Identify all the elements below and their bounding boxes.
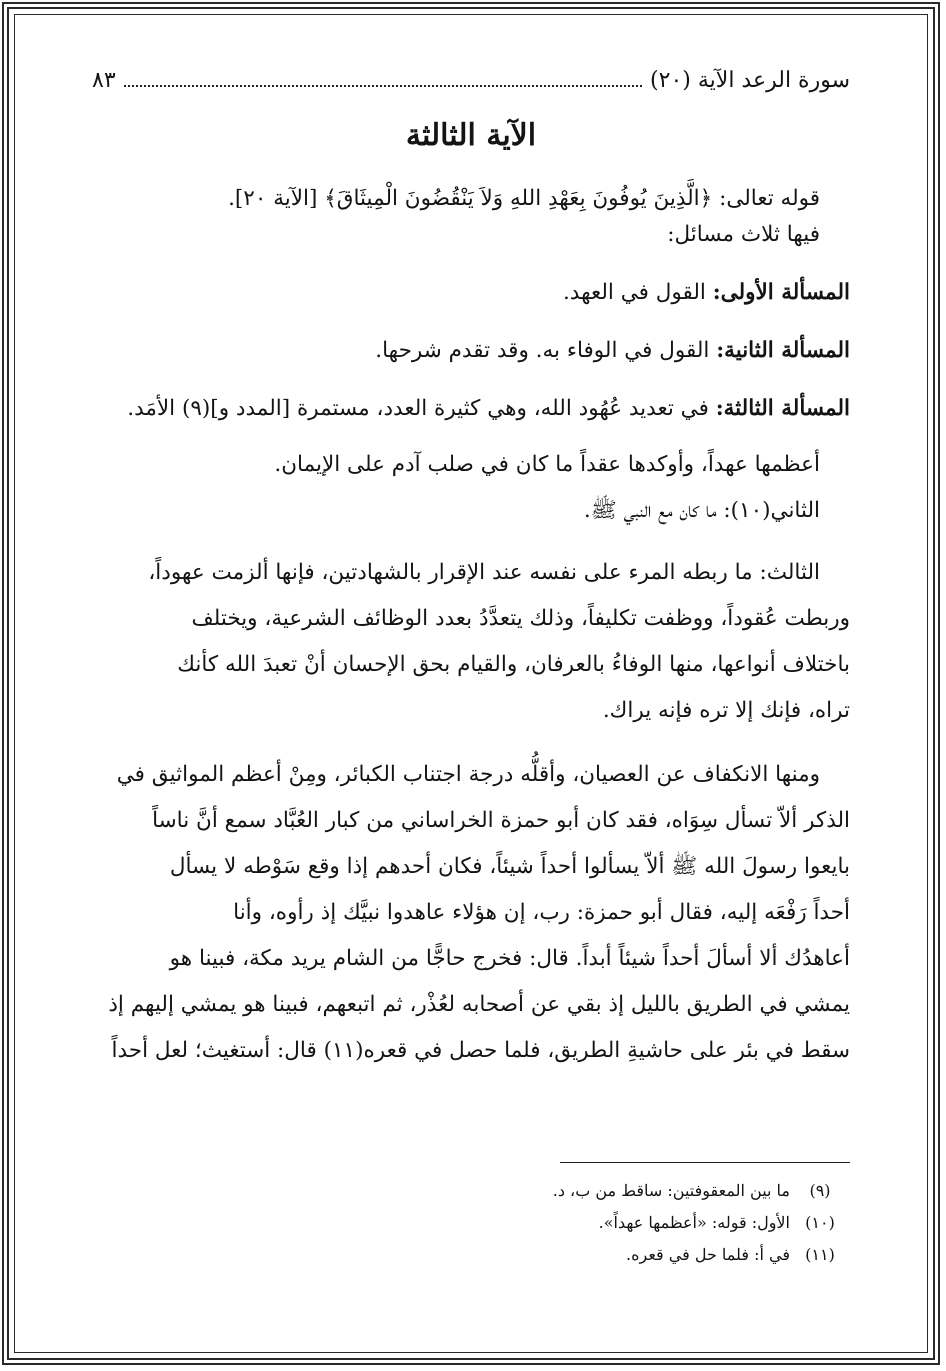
issue-label: المسألة الأولى: [712,280,850,305]
paragraph-line: بايعوا رسولَ الله ﷺ ألاّ يسألوا أحداً شيئاً، فكان أحدهم إذا وقع سَوْطه لا يسأل [169,854,850,879]
page-content [92,58,850,1074]
issue-text: القول في العهد. [562,280,713,305]
second-item: الثاني(١٠): ما كان مع النبي ﷺ. [583,498,820,523]
footnote-number: (١١) [805,1245,835,1264]
footnote-number: (٩) [809,1181,831,1200]
footnote-text: الأول: قوله: «أعظمها عهداً». [598,1213,790,1232]
paragraph-line: وربطت عُقوداً، ووظفت تكليفاً، وذلك يتعدَّدُ بعدد الوظائف الشرعية، ويختلف [191,606,850,631]
paragraph-line: الذكر ألاّ تسأل سِوَاه، فقد كان أبو حمزة الخراساني من كبار العُبَّاد سمع أنَّ ناساً [152,808,850,833]
running-head-title: سورة الرعد الآية (٢٠) [650,67,850,93]
paragraph-line: أحداً رَفْعَه إليه، فقال أبو حمزة: رب، إن هؤلاء عاهدوا نبيَّك إذ رأوه، وأنا [233,900,850,925]
section-title: الآية الثالثة [405,118,537,153]
issue-first [92,270,850,316]
paragraph-line: سقط في بئر على حاشيةِ الطريق، فلما حصل في قعره(١١) قال: أستغيث؛ لعل أحداً [111,1038,850,1063]
issue-second [92,328,850,374]
paragraph-third [92,550,850,734]
issue-third [92,386,850,432]
paragraph-line: الثالث: ما ربطه المرء على نفسه عند الإقرار بالشهادتين، فإنها ألزمت عهوداً، [148,560,820,585]
paragraph-line: باختلاف أنواعها، منها الوفاءُ بالعرفان، والقيام بحق الإحسان أنْ تعبدَ الله كأنك [177,652,850,677]
footnote [92,1175,850,1207]
footnote [92,1207,850,1239]
verse-intro: قوله تعالى: ﴿الَّذِينَ يُوفُونَ بِعَهْدِ اللهِ وَلاَ يَنْقُضُونَ الْمِيثَاقَ﴾ [الآية ٢٠]. [228,186,820,211]
paragraph-line: يمشي في الطريق بالليل إذ بقي عن أصحابه لعُذْر، ثم اتبعهم، فبينا هو يمشي إليهم إذ [108,992,850,1017]
footnote-text: ما بين المعقوفتين: ساقط من ب، د. [552,1181,790,1200]
issues-intro: فيها ثلاث مسائل: [667,222,820,247]
issue-label: المسألة الثانية: [716,338,850,363]
footnote-rule [560,1162,850,1163]
page-number: ٨٣ [92,67,116,93]
issue-text: في تعديد عُهُود الله، وهي كثيرة العدد، مستمرة [المدد و](٩) الأمَد. [127,396,716,421]
running-head [92,58,850,102]
footnotes [92,1162,850,1271]
paragraph-line: أعاهدُك ألا أسألَ أحداً شيئاً أبداً. قال: فخرج حاجًّا من الشام يريد مكة، فبينا هو [169,946,850,971]
footnote-number: (١٠) [805,1213,835,1232]
leader-dots [124,73,642,87]
paragraph-line: تراه، فإنك إلا تره فإنه يراك. [602,698,850,723]
footnote [92,1239,850,1271]
issue-text: القول في الوفاء به. وقد تقدم شرحها. [375,338,717,363]
paragraph-fourth [92,752,850,1074]
first-item: أعظمها عهداً، وأوكدها عقداً ما كان في صلب آدم على الإيمان. [274,452,820,477]
footnote-text: في أ: فلما حل في قعره. [626,1245,790,1264]
issue-label: المسألة الثالثة: [715,396,850,421]
paragraph-line: ومنها الانكفاف عن العصيان، وأقلُّه درجة اجتناب الكبائر، ومِنْ أعظم المواثيق في [116,762,820,787]
